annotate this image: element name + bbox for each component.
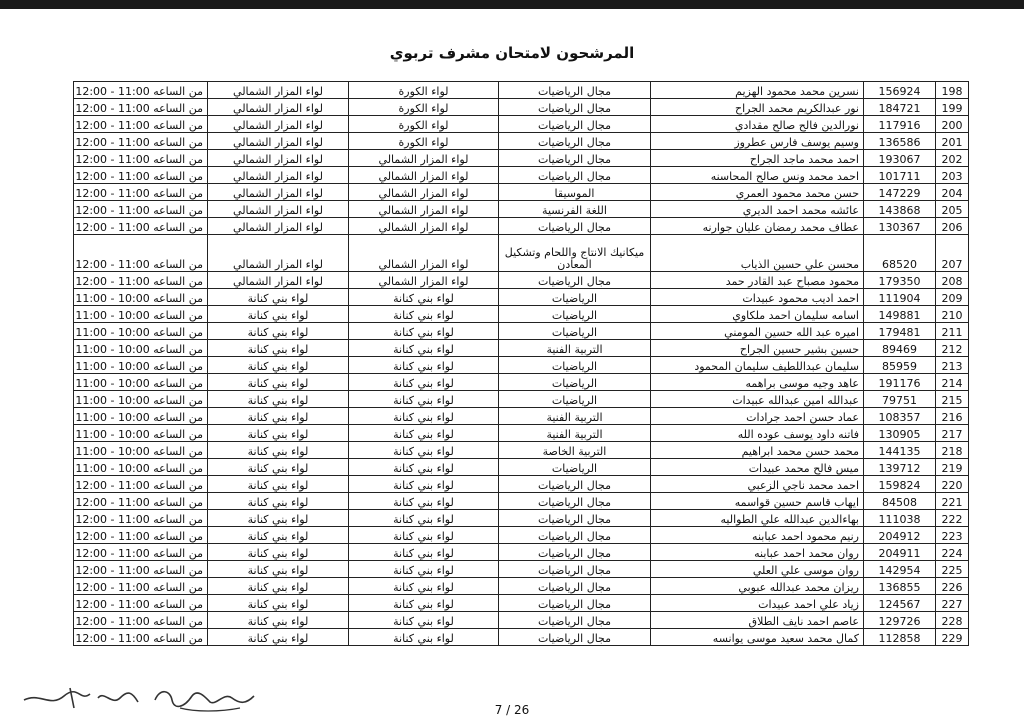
table-row: [74, 116, 969, 133]
exam-field-cell: مجال الرياضيات: [499, 218, 651, 235]
candidate-id-cell: 124567: [864, 595, 936, 612]
row-number-cell: 220: [936, 476, 969, 493]
exam-time-cell: من الساعه 10:00 - 11:00: [74, 442, 208, 459]
row-number-cell: 212: [936, 340, 969, 357]
exam-time-cell: من الساعه 11:00 - 12:00: [74, 201, 208, 218]
exam-field-cell: مجال الرياضيات: [499, 578, 651, 595]
exam-field-cell: مجال الرياضيات: [499, 150, 651, 167]
exam-time-cell: من الساعه 11:00 - 12:00: [74, 612, 208, 629]
row-number-cell: 206: [936, 218, 969, 235]
row-number-cell: 218: [936, 442, 969, 459]
exam-time-cell: من الساعه 11:00 - 12:00: [74, 544, 208, 561]
candidate-name-cell: رنيم محمود احمد عبابنه: [651, 527, 864, 544]
table-row: [74, 167, 969, 184]
candidate-name-cell: احمد محمد ماجد الجراح: [651, 150, 864, 167]
exam-time-cell: من الساعه 11:00 - 12:00: [74, 561, 208, 578]
directorate-cell: لواء بني كنانة: [208, 476, 349, 493]
exam-time-cell: من الساعه 10:00 - 11:00: [74, 323, 208, 340]
exam-center-cell: لواء بني كنانة: [349, 425, 499, 442]
directorate-cell: لواء بني كنانة: [208, 459, 349, 476]
directorate-cell: لواء بني كنانة: [208, 340, 349, 357]
table-row: [74, 408, 969, 425]
candidate-name-cell: ايهاب قاسم حسين قواسمه: [651, 493, 864, 510]
candidate-id-cell: 136586: [864, 133, 936, 150]
exam-time-cell: من الساعه 11:00 - 12:00: [74, 116, 208, 133]
exam-field-cell: الرياضيات: [499, 459, 651, 476]
exam-time-cell: من الساعه 11:00 - 12:00: [74, 133, 208, 150]
candidate-name-cell: عطاف محمد رمضان عليان جوارنه: [651, 218, 864, 235]
directorate-cell: لواء بني كنانة: [208, 527, 349, 544]
exam-center-cell: لواء بني كنانة: [349, 442, 499, 459]
directorate-cell: لواء المزار الشمالي: [208, 133, 349, 150]
exam-time-cell: من الساعه 10:00 - 11:00: [74, 357, 208, 374]
candidate-name-cell: وسيم يوسف فارس عطروز: [651, 133, 864, 150]
exam-field-cell: مجال الرياضيات: [499, 544, 651, 561]
candidate-name-cell: روان محمد احمد عبابنه: [651, 544, 864, 561]
table-row: [74, 493, 969, 510]
exam-field-cell: التربية الفنية: [499, 408, 651, 425]
exam-center-cell: لواء بني كنانة: [349, 374, 499, 391]
table-row: [74, 391, 969, 408]
exam-time-cell: من الساعه 11:00 - 12:00: [74, 82, 208, 99]
candidate-id-cell: 147229: [864, 184, 936, 201]
exam-time-cell: من الساعه 11:00 - 12:00: [74, 184, 208, 201]
page-number: 7 / 26: [494, 703, 530, 717]
candidate-id-cell: 159824: [864, 476, 936, 493]
exam-field-cell: الموسيقا: [499, 184, 651, 201]
exam-field-cell: الرياضيات: [499, 306, 651, 323]
exam-time-cell: من الساعه 11:00 - 12:00: [74, 476, 208, 493]
exam-field-cell: التربية الفنية: [499, 425, 651, 442]
exam-time-cell: من الساعه 10:00 - 11:00: [74, 289, 208, 306]
exam-field-cell: الرياضيات: [499, 289, 651, 306]
table-row: [74, 561, 969, 578]
candidate-id-cell: 204912: [864, 527, 936, 544]
directorate-cell: لواء المزار الشمالي: [208, 116, 349, 133]
directorate-cell: لواء المزار الشمالي: [208, 235, 349, 272]
directorate-cell: لواء المزار الشمالي: [208, 272, 349, 289]
exam-field-cell: الرياضيات: [499, 323, 651, 340]
candidate-name-cell: عاصم احمد نايف الطلاق: [651, 612, 864, 629]
directorate-cell: لواء بني كنانة: [208, 629, 349, 646]
directorate-cell: لواء بني كنانة: [208, 612, 349, 629]
directorate-cell: لواء بني كنانة: [208, 374, 349, 391]
exam-time-cell: من الساعه 11:00 - 12:00: [74, 218, 208, 235]
row-number-cell: 198: [936, 82, 969, 99]
candidate-name-cell: محمد حسن محمد ابراهيم: [651, 442, 864, 459]
table-row: [74, 218, 969, 235]
exam-time-cell: من الساعه 10:00 - 11:00: [74, 408, 208, 425]
row-number-cell: 229: [936, 629, 969, 646]
candidate-id-cell: 149881: [864, 306, 936, 323]
candidate-id-cell: 112858: [864, 629, 936, 646]
directorate-cell: لواء المزار الشمالي: [208, 201, 349, 218]
exam-field-cell: مجال الرياضيات: [499, 561, 651, 578]
exam-field-cell: مجال الرياضيات: [499, 629, 651, 646]
directorate-cell: لواء المزار الشمالي: [208, 82, 349, 99]
table-row: [74, 235, 969, 272]
candidate-id-cell: 130367: [864, 218, 936, 235]
table-row: [74, 459, 969, 476]
table-row: [74, 99, 969, 116]
candidate-name-cell: محسن علي حسين الذياب: [651, 235, 864, 272]
exam-field-cell: مجال الرياضيات: [499, 167, 651, 184]
candidate-id-cell: 191176: [864, 374, 936, 391]
exam-center-cell: لواء الكورة: [349, 99, 499, 116]
candidate-id-cell: 68520: [864, 235, 936, 272]
table-row: [74, 340, 969, 357]
candidate-name-cell: عائشه محمد احمد الديري: [651, 201, 864, 218]
candidate-name-cell: اميره عبد الله حسين المومني: [651, 323, 864, 340]
table-row: [74, 323, 969, 340]
candidate-id-cell: 184721: [864, 99, 936, 116]
table-row: [74, 357, 969, 374]
table-row: [74, 306, 969, 323]
candidate-id-cell: 79751: [864, 391, 936, 408]
table-row: [74, 595, 969, 612]
exam-time-cell: من الساعه 11:00 - 12:00: [74, 272, 208, 289]
exam-field-cell: ميكانيك الانتاج واللحام وتشكيل المعادن: [499, 235, 651, 272]
table-row: [74, 201, 969, 218]
exam-time-cell: من الساعه 11:00 - 12:00: [74, 629, 208, 646]
scan-top-edge: [0, 0, 1024, 9]
exam-center-cell: لواء بني كنانة: [349, 306, 499, 323]
exam-center-cell: لواء الكورة: [349, 133, 499, 150]
candidate-id-cell: 111904: [864, 289, 936, 306]
candidate-name-cell: فاتنه داود يوسف عوده الله: [651, 425, 864, 442]
candidate-name-cell: احمد محمد ونس صالح المحاسنه: [651, 167, 864, 184]
candidate-id-cell: 129726: [864, 612, 936, 629]
row-number-cell: 210: [936, 306, 969, 323]
exam-center-cell: لواء بني كنانة: [349, 391, 499, 408]
candidate-name-cell: ريزان محمد عبدالله عبوبي: [651, 578, 864, 595]
exam-center-cell: لواء بني كنانة: [349, 544, 499, 561]
row-number-cell: 223: [936, 527, 969, 544]
row-number-cell: 219: [936, 459, 969, 476]
directorate-cell: لواء بني كنانة: [208, 510, 349, 527]
exam-center-cell: لواء بني كنانة: [349, 595, 499, 612]
candidate-id-cell: 139712: [864, 459, 936, 476]
exam-time-cell: من الساعه 10:00 - 11:00: [74, 340, 208, 357]
directorate-cell: لواء بني كنانة: [208, 578, 349, 595]
exam-center-cell: لواء بني كنانة: [349, 510, 499, 527]
directorate-cell: لواء بني كنانة: [208, 544, 349, 561]
exam-center-cell: لواء المزار الشمالي: [349, 201, 499, 218]
table-row: [74, 133, 969, 150]
exam-center-cell: لواء بني كنانة: [349, 357, 499, 374]
row-number-cell: 199: [936, 99, 969, 116]
row-number-cell: 224: [936, 544, 969, 561]
candidate-name-cell: احمد اديب محمود عبيدات: [651, 289, 864, 306]
directorate-cell: لواء بني كنانة: [208, 357, 349, 374]
exam-field-cell: مجال الرياضيات: [499, 133, 651, 150]
candidate-name-cell: زياد علي احمد عبيدات: [651, 595, 864, 612]
directorate-cell: لواء بني كنانة: [208, 289, 349, 306]
exam-time-cell: من الساعه 10:00 - 11:00: [74, 425, 208, 442]
directorate-cell: لواء المزار الشمالي: [208, 218, 349, 235]
candidate-name-cell: عماد حسن احمد جرادات: [651, 408, 864, 425]
candidate-id-cell: 143868: [864, 201, 936, 218]
exam-center-cell: لواء المزار الشمالي: [349, 167, 499, 184]
row-number-cell: 221: [936, 493, 969, 510]
page-title: المرشحون لامتحان مشرف تربوي: [389, 44, 635, 62]
row-number-cell: 216: [936, 408, 969, 425]
candidate-id-cell: 85959: [864, 357, 936, 374]
exam-time-cell: من الساعه 11:00 - 12:00: [74, 527, 208, 544]
row-number-cell: 209: [936, 289, 969, 306]
exam-center-cell: لواء المزار الشمالي: [349, 272, 499, 289]
exam-center-cell: لواء الكورة: [349, 82, 499, 99]
exam-field-cell: مجال الرياضيات: [499, 493, 651, 510]
exam-center-cell: لواء الكورة: [349, 116, 499, 133]
exam-field-cell: مجال الرياضيات: [499, 476, 651, 493]
table-row: [74, 476, 969, 493]
row-number-cell: 222: [936, 510, 969, 527]
row-number-cell: 227: [936, 595, 969, 612]
candidate-id-cell: 108357: [864, 408, 936, 425]
exam-time-cell: من الساعه 11:00 - 12:00: [74, 167, 208, 184]
exam-field-cell: التربية الخاصة: [499, 442, 651, 459]
exam-field-cell: الرياضيات: [499, 374, 651, 391]
row-number-cell: 225: [936, 561, 969, 578]
exam-field-cell: مجال الرياضيات: [499, 82, 651, 99]
table-row: [74, 578, 969, 595]
table-row: [74, 612, 969, 629]
candidate-id-cell: 84508: [864, 493, 936, 510]
exam-center-cell: لواء بني كنانة: [349, 493, 499, 510]
exam-time-cell: من الساعه 10:00 - 11:00: [74, 374, 208, 391]
candidate-id-cell: 142954: [864, 561, 936, 578]
candidate-name-cell: حسين بشير حسين الجراح: [651, 340, 864, 357]
candidate-name-cell: محمود مصباح عبد القادر حمد: [651, 272, 864, 289]
table-row: [74, 510, 969, 527]
row-number-cell: 226: [936, 578, 969, 595]
exam-center-cell: لواء بني كنانة: [349, 340, 499, 357]
candidate-id-cell: 111038: [864, 510, 936, 527]
exam-time-cell: من الساعه 11:00 - 12:00: [74, 578, 208, 595]
exam-field-cell: الرياضيات: [499, 391, 651, 408]
directorate-cell: لواء بني كنانة: [208, 323, 349, 340]
directorate-cell: لواء بني كنانة: [208, 425, 349, 442]
candidate-name-cell: كمال محمد سعيد موسى يوانسه: [651, 629, 864, 646]
exam-field-cell: مجال الرياضيات: [499, 510, 651, 527]
directorate-cell: لواء المزار الشمالي: [208, 167, 349, 184]
candidate-id-cell: 179350: [864, 272, 936, 289]
exam-field-cell: مجال الرياضيات: [499, 272, 651, 289]
candidate-name-cell: بهاءالدين عبدالله علي الطواليه: [651, 510, 864, 527]
directorate-cell: لواء بني كنانة: [208, 306, 349, 323]
row-number-cell: 205: [936, 201, 969, 218]
row-number-cell: 201: [936, 133, 969, 150]
directorate-cell: لواء المزار الشمالي: [208, 150, 349, 167]
exam-center-cell: لواء بني كنانة: [349, 323, 499, 340]
candidate-id-cell: 117916: [864, 116, 936, 133]
exam-field-cell: الرياضيات: [499, 357, 651, 374]
exam-center-cell: لواء المزار الشمالي: [349, 218, 499, 235]
exam-center-cell: لواء المزار الشمالي: [349, 150, 499, 167]
exam-field-cell: التربية الفنية: [499, 340, 651, 357]
exam-center-cell: لواء بني كنانة: [349, 408, 499, 425]
table-row: [74, 150, 969, 167]
candidate-name-cell: نسرين محمد محمود الهزيم: [651, 82, 864, 99]
table-row: [74, 272, 969, 289]
candidate-id-cell: 179481: [864, 323, 936, 340]
row-number-cell: 214: [936, 374, 969, 391]
candidate-name-cell: روان موسى علي العلي: [651, 561, 864, 578]
candidate-id-cell: 89469: [864, 340, 936, 357]
exam-time-cell: من الساعه 11:00 - 12:00: [74, 595, 208, 612]
exam-time-cell: من الساعه 10:00 - 11:00: [74, 459, 208, 476]
exam-time-cell: من الساعه 11:00 - 12:00: [74, 493, 208, 510]
exam-center-cell: لواء المزار الشمالي: [349, 184, 499, 201]
directorate-cell: لواء المزار الشمالي: [208, 99, 349, 116]
table-row: [74, 82, 969, 99]
exam-time-cell: من الساعه 11:00 - 12:00: [74, 510, 208, 527]
exam-center-cell: لواء بني كنانة: [349, 289, 499, 306]
row-number-cell: 217: [936, 425, 969, 442]
row-number-cell: 213: [936, 357, 969, 374]
directorate-cell: لواء بني كنانة: [208, 493, 349, 510]
table-row: [74, 184, 969, 201]
candidate-name-cell: نورالدين فالح صالح مقدادي: [651, 116, 864, 133]
table-row: [74, 374, 969, 391]
candidate-id-cell: 144135: [864, 442, 936, 459]
exam-center-cell: لواء بني كنانة: [349, 629, 499, 646]
exam-time-cell: من الساعه 10:00 - 11:00: [74, 306, 208, 323]
exam-field-cell: اللغة الفرنسية: [499, 201, 651, 218]
candidate-id-cell: 204911: [864, 544, 936, 561]
candidate-id-cell: 193067: [864, 150, 936, 167]
table-row: [74, 629, 969, 646]
candidate-id-cell: 101711: [864, 167, 936, 184]
row-number-cell: 228: [936, 612, 969, 629]
exam-field-cell: مجال الرياضيات: [499, 99, 651, 116]
directorate-cell: لواء بني كنانة: [208, 561, 349, 578]
candidate-id-cell: 130905: [864, 425, 936, 442]
exam-time-cell: من الساعه 11:00 - 12:00: [74, 235, 208, 272]
directorate-cell: لواء بني كنانة: [208, 442, 349, 459]
candidate-name-cell: عاهد وجيه موسى براهمه: [651, 374, 864, 391]
candidate-id-cell: 156924: [864, 82, 936, 99]
table-row: [74, 544, 969, 561]
exam-center-cell: لواء بني كنانة: [349, 561, 499, 578]
exam-center-cell: لواء بني كنانة: [349, 476, 499, 493]
row-number-cell: 215: [936, 391, 969, 408]
exam-center-cell: لواء بني كنانة: [349, 612, 499, 629]
candidate-name-cell: احمد محمد ناجي الزعبي: [651, 476, 864, 493]
row-number-cell: 211: [936, 323, 969, 340]
candidate-id-cell: 136855: [864, 578, 936, 595]
exam-field-cell: مجال الرياضيات: [499, 595, 651, 612]
candidate-name-cell: حسن محمد محمود العمري: [651, 184, 864, 201]
candidates-table: [73, 81, 969, 646]
exam-time-cell: من الساعه 11:00 - 12:00: [74, 150, 208, 167]
directorate-cell: لواء بني كنانة: [208, 408, 349, 425]
exam-center-cell: لواء بني كنانة: [349, 459, 499, 476]
candidate-name-cell: اسامه سليمان احمد ملكاوي: [651, 306, 864, 323]
exam-field-cell: مجال الرياضيات: [499, 612, 651, 629]
row-number-cell: 207: [936, 235, 969, 272]
row-number-cell: 204: [936, 184, 969, 201]
exam-center-cell: لواء بني كنانة: [349, 527, 499, 544]
exam-time-cell: من الساعه 11:00 - 12:00: [74, 99, 208, 116]
exam-field-cell: مجال الرياضيات: [499, 116, 651, 133]
table-row: [74, 442, 969, 459]
exam-field-cell: مجال الرياضيات: [499, 527, 651, 544]
exam-time-cell: من الساعه 10:00 - 11:00: [74, 391, 208, 408]
exam-center-cell: لواء المزار الشمالي: [349, 235, 499, 272]
directorate-cell: لواء بني كنانة: [208, 391, 349, 408]
row-number-cell: 203: [936, 167, 969, 184]
row-number-cell: 200: [936, 116, 969, 133]
candidate-name-cell: عبدالله امين عبدالله عبيدات: [651, 391, 864, 408]
table-row: [74, 289, 969, 306]
exam-center-cell: لواء بني كنانة: [349, 578, 499, 595]
candidate-name-cell: سليمان عبداللطيف سليمان المحمود: [651, 357, 864, 374]
directorate-cell: لواء بني كنانة: [208, 595, 349, 612]
table-row: [74, 527, 969, 544]
row-number-cell: 202: [936, 150, 969, 167]
row-number-cell: 208: [936, 272, 969, 289]
candidate-name-cell: ميس فالح محمد عبيدات: [651, 459, 864, 476]
directorate-cell: لواء المزار الشمالي: [208, 184, 349, 201]
candidate-name-cell: نور عبدالكريم محمد الجراح: [651, 99, 864, 116]
table-row: [74, 425, 969, 442]
